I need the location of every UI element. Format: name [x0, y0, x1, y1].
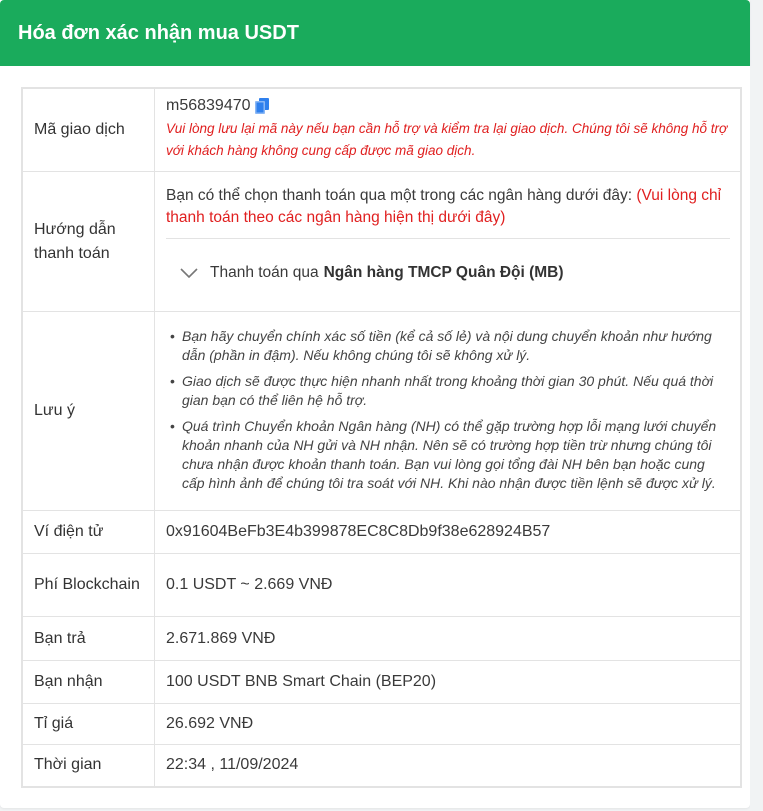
- copy-icon[interactable]: [255, 98, 269, 114]
- row-label: Bạn nhận: [22, 661, 155, 704]
- row-label: Thời gian: [22, 745, 155, 787]
- transaction-code: m56839470: [166, 97, 251, 114]
- transaction-time: 22:34 , 11/09/2024: [155, 745, 742, 787]
- wallet-address: 0x91604BeFb3E4b399878EC8C8Db9f38e628924B57: [155, 511, 742, 554]
- note-item: • Giao dịch sẽ được thực hiện nhanh nhất trong khoảng thời gian 30 phút. Nếu quá thời gian bạn có thể liên hệ hỗ trợ.: [182, 372, 730, 410]
- row-value-notes: [155, 312, 742, 511]
- row-label: Lưu ý: [22, 312, 155, 511]
- notes-list: [166, 321, 730, 501]
- transaction-code-note: Vui lòng lưu lại mã này nếu bạn cần hỗ trợ và kiểm tra lại giao dịch. Chúng tôi sẽ không hỗ trợ với khách hàng không cung cấp được mã giao dịch.: [166, 121, 728, 158]
- bank-accordion-mb[interactable]: [166, 239, 730, 307]
- table-row-pay: [22, 617, 741, 661]
- guide-warning: (Vui lòng chỉ thanh toán theo các ngân hàng hiện thị dưới đây): [166, 186, 722, 226]
- row-label: Hướng dẫn thanh toán: [22, 172, 155, 312]
- bank-prefix: Thanh toán qua: [210, 263, 319, 281]
- note-item: • Quá trình Chuyển khoản Ngân hàng (NH) có thể gặp trường hợp lỗi mạng lưới chuyển khoản nhanh của NH gửi và NH nhận. Nên sẽ có trường hợp tiền trừ nhưng chúng tôi chưa nhận được khoản thanh toán. Bạn vui lòng gọi tổng đài NH bên bạn hoặc cung cấp hình ảnh để chúng tôi tra soát với NH. Khi nào nhận được tiền lệnh sẽ được xử lý.: [182, 417, 730, 493]
- row-label: Ví điện tử: [22, 511, 155, 554]
- amount-pay: 2.671.869 VNĐ: [155, 617, 742, 661]
- scrollbar[interactable]: [750, 66, 763, 811]
- row-label: Phí Blockchain: [22, 554, 155, 617]
- exchange-rate: 26.692 VNĐ: [155, 704, 742, 745]
- table-row-time: [22, 745, 741, 787]
- row-label: Tỉ giá: [22, 704, 155, 745]
- note-item: • Bạn hãy chuyển chính xác số tiền (kể cả số lẻ) và nội dung chuyển khoản như hướng dẫn (phần in đậm). Nếu không chúng tôi sẽ không xử lý.: [182, 327, 730, 365]
- row-value-txid: [155, 88, 742, 172]
- table-row-fee: [22, 554, 741, 617]
- table-row-guide: [22, 172, 741, 312]
- invoice-table: [21, 87, 742, 788]
- page-title: Hóa đơn xác nhận mua USDT: [18, 21, 299, 44]
- table-row-txid: [22, 88, 741, 172]
- table-row-receive: [22, 661, 741, 704]
- row-value-guide: [155, 172, 742, 312]
- row-label: Mã giao dịch: [22, 88, 155, 172]
- table-row-notes: [22, 312, 741, 511]
- table-row-wallet: [22, 511, 741, 554]
- chevron-down-icon: [180, 268, 198, 278]
- guide-text: Bạn có thể chọn thanh toán qua một trong các ngân hàng dưới đây:: [166, 186, 633, 204]
- blockchain-fee: 0.1 USDT ~ 2.669 VNĐ: [155, 554, 742, 617]
- payment-guide-text: [166, 177, 730, 239]
- table-row-rate: [22, 704, 741, 745]
- bank-name: Ngân hàng TMCP Quân Đội (MB): [323, 263, 564, 281]
- invoice-header: [0, 0, 750, 66]
- row-label: Bạn trả: [22, 617, 155, 661]
- amount-receive: 100 USDT BNB Smart Chain (BEP20): [155, 661, 742, 704]
